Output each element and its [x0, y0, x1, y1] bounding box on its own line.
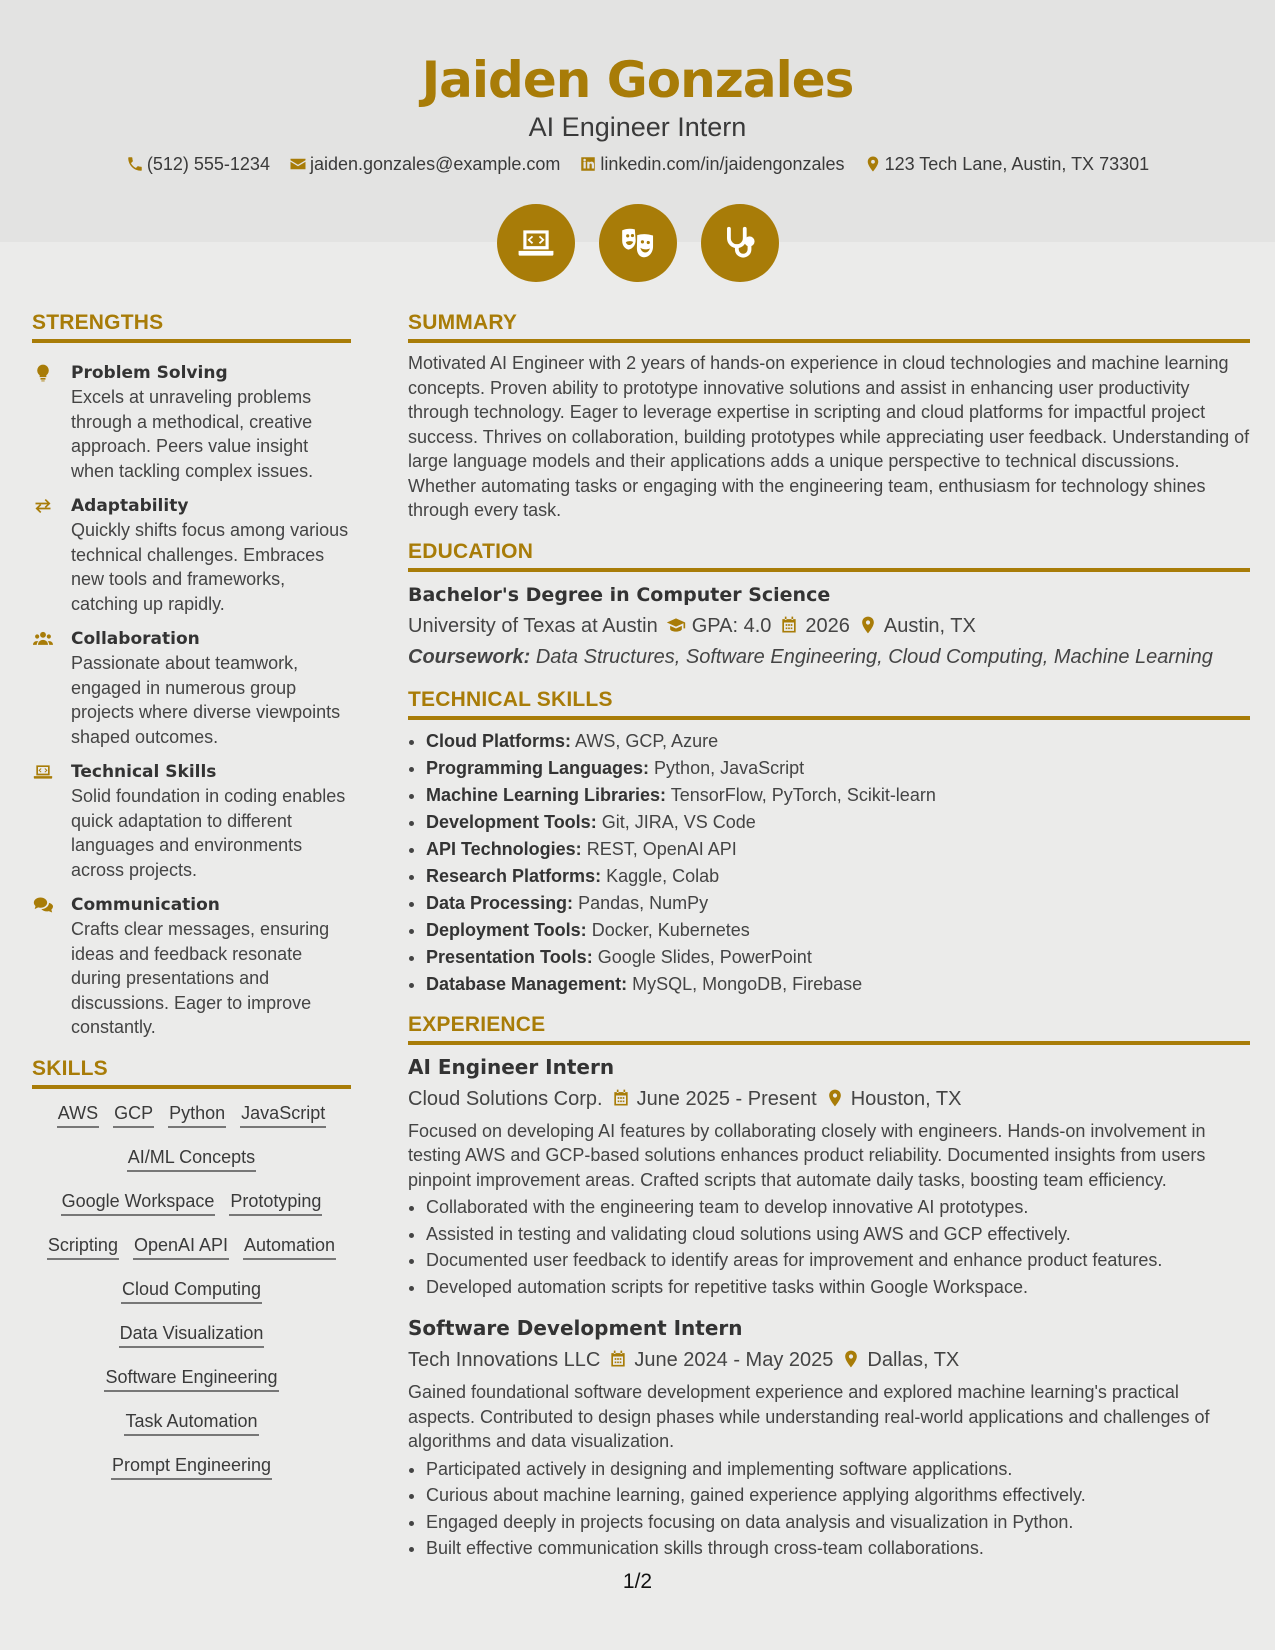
list-item [426, 917, 1250, 944]
coursework-label: Coursework: [408, 645, 531, 668]
skill-tag: Prototyping [229, 1189, 322, 1216]
skill-tag: AI/ML Concepts [127, 1145, 256, 1172]
skill-row [32, 1101, 351, 1128]
tech-value: Kaggle, Colab [606, 865, 720, 886]
company-name: Cloud Solutions Corp. [408, 1087, 603, 1110]
skill-tag: Software Engineering [104, 1365, 278, 1392]
company-name: Tech Innovations LLC [408, 1349, 601, 1371]
skill-row [32, 1365, 351, 1392]
skill-tag: JavaScript [240, 1101, 326, 1128]
contact-linkedin[interactable] [579, 151, 844, 177]
skills-cloud [32, 1089, 351, 1480]
address-text: 123 Tech Lane, Austin, TX 73301 [884, 154, 1150, 174]
tech-value: Pandas, NumPy [578, 892, 709, 913]
list-item: • Developed automation scripts for repetitive tasks within Google Workspace. [426, 1274, 1250, 1301]
right-column [408, 310, 1250, 1562]
tech-label: Database Management: [426, 973, 628, 994]
laptop-code-icon [497, 204, 575, 282]
strength-desc: Crafts clear messages, ensuring ideas and feedback resonate during presentations and discussions. Eager to improve constantly. [71, 919, 330, 1037]
skill-tag: Data Visualization [119, 1321, 265, 1348]
contact-email[interactable] [289, 151, 560, 177]
degree-title: Bachelor's Degree in Computer Science [408, 583, 831, 606]
job-entry [408, 1314, 1250, 1562]
list-item: • Participated actively in designing and implementing software applications. [426, 1456, 1250, 1483]
skill-tag: Prompt Engineering [111, 1453, 272, 1480]
list-item [426, 755, 1250, 782]
skill-tag: Scripting [47, 1233, 119, 1260]
strength-desc: Excels at unraveling problems through a methodical, creative approach. Peers value insight when tackling complex issues. [71, 387, 314, 481]
school-name: University of Texas at Austin [408, 614, 658, 637]
list-item [426, 890, 1250, 917]
skill-tag: OpenAI API [133, 1233, 229, 1260]
list-item: • Engaged deeply in projects focusing on data analysis and visualization in Python. [426, 1509, 1250, 1536]
skill-row [32, 1321, 351, 1348]
interest-badges [0, 204, 1275, 282]
skill-row [32, 1277, 351, 1304]
job-description: Gained foundational software development experience and explored machine learning's practical aspects. Contributed to design phases while understanding real-world applications and challenges of algorithms and data visualization. [408, 1382, 1210, 1451]
phone-icon [126, 155, 144, 173]
tech-label: Machine Learning Libraries: [426, 784, 667, 805]
skill-tag: Cloud Computing [121, 1277, 262, 1304]
strength-title: Technical Skills [71, 762, 217, 782]
list-item [426, 728, 1250, 755]
strengths-list [32, 361, 351, 1040]
list-item [426, 809, 1250, 836]
strength-title: Problem Solving [71, 363, 228, 383]
skills-heading: SKILLS [32, 1056, 351, 1089]
strength-title: Communication [71, 895, 220, 915]
list-item [426, 944, 1250, 971]
skill-row [32, 1189, 351, 1216]
technical-skills-list [426, 728, 1250, 998]
coursework-list: Data Structures, Software Engineering, Cloud Computing, Machine Learning [535, 645, 1213, 668]
tech-label: API Technologies: [426, 838, 582, 859]
list-item: • Documented user feedback to identify areas for improvement and enhance product features. [426, 1247, 1250, 1274]
job-dates: June 2024 - May 2025 [634, 1349, 834, 1371]
list-item: • Curious about machine learning, gained experience applying algorithms effectively. [426, 1482, 1250, 1509]
map-pin-icon [858, 615, 878, 635]
tech-value: Git, JIRA, VS Code [601, 811, 756, 832]
left-column [32, 310, 351, 1497]
exchange-icon [32, 496, 54, 516]
laptop-code-icon [32, 762, 54, 782]
skill-tag: Automation [243, 1233, 336, 1260]
job-location: Houston, TX [850, 1087, 962, 1110]
job-description: Focused on developing AI features by collaborating closely with engineers. Hands-on involvement in testing AWS and GCP-based solutions enhances product reliability. Documented insights from users pinpoint improvement areas. Crafted scripts that automate daily tasks, boosting team efficiency. [408, 1120, 1206, 1190]
calendar-icon [779, 615, 799, 635]
job-meta [408, 1085, 1250, 1113]
coursework [408, 643, 1250, 671]
tech-value: REST, OpenAI API [586, 838, 737, 859]
summary-heading: SUMMARY [408, 310, 1250, 343]
calendar-icon [608, 1349, 628, 1369]
tech-value: TensorFlow, PyTorch, Scikit-learn [670, 784, 936, 805]
job-bullets [426, 1456, 1250, 1562]
contact-address [864, 151, 1150, 177]
candidate-name: Jaiden Gonzales [421, 51, 854, 109]
linkedin-icon [579, 155, 597, 173]
skill-tag: AWS [57, 1101, 99, 1128]
users-icon [32, 629, 54, 649]
education-meta [408, 612, 1250, 640]
map-pin-icon [825, 1088, 845, 1108]
skill-row [32, 1145, 351, 1172]
envelope-icon [289, 155, 307, 173]
strength-item [32, 627, 351, 749]
lightbulb-icon [32, 363, 54, 383]
school-location: Austin, TX [883, 614, 976, 637]
skill-tag: Google Workspace [61, 1189, 216, 1216]
tech-label: Presentation Tools: [426, 946, 593, 967]
phone-text: (512) 555-1234 [146, 154, 270, 174]
list-item [426, 782, 1250, 809]
list-item [426, 971, 1250, 998]
summary-text: Motivated AI Engineer with 2 years of hands-on experience in cloud technologies and machine learning concepts. Proven ability to prototype innovative solutions and assist in enhancing user productivity through technology. Eager to leverage expertise in scripting and cloud platforms for impactful project success. Thrives on collaboration, building prototypes while appreciating user feedback. Understanding of large language models and their applications adds a unique perspective to technical discussions. Whether automating tasks or engaging with the engineering team, enthusiasm for technology shines through every task. [408, 353, 1250, 520]
strengths-heading: STRENGTHS [32, 310, 351, 343]
skill-tag: Task Automation [124, 1409, 258, 1436]
skill-tag: GCP [113, 1101, 154, 1128]
comments-icon [32, 895, 54, 915]
job-title: AI Engineer Intern [408, 1054, 615, 1079]
tech-value: MySQL, MongoDB, Firebase [632, 973, 863, 994]
list-item: • Collaborated with the engineering team to develop innovative AI prototypes. [426, 1194, 1250, 1221]
contact-bar [0, 151, 1275, 177]
tech-label: Deployment Tools: [426, 919, 587, 940]
list-item: • Assisted in testing and validating cloud solutions using AWS and GCP effectively. [426, 1221, 1250, 1248]
grad-year: 2026 [805, 614, 850, 637]
education-heading: EDUCATION [408, 539, 1250, 572]
job-dates: June 2025 - Present [636, 1087, 817, 1110]
linkedin-text: linkedin.com/in/jaidengonzales [600, 154, 845, 174]
strength-desc: Passionate about teamwork, engaged in numerous group projects where diverse viewpoints shaped outcomes. [71, 653, 341, 747]
skill-row [32, 1409, 351, 1436]
skill-row [32, 1453, 351, 1480]
map-pin-icon [864, 155, 882, 173]
graduation-cap-icon [666, 615, 686, 635]
list-item [426, 863, 1250, 890]
experience-heading: EXPERIENCE [408, 1012, 1250, 1045]
calendar-icon [611, 1088, 631, 1108]
job-bullets [426, 1194, 1250, 1300]
tech-value: Google Slides, PowerPoint [597, 946, 812, 967]
tech-value: AWS, GCP, Azure [575, 730, 719, 751]
tech-label: Programming Languages: [426, 757, 650, 778]
contact-phone[interactable] [126, 151, 270, 177]
tech-label: Data Processing: [426, 892, 574, 913]
job-title: Software Development Intern [408, 1316, 743, 1340]
map-pin-icon [841, 1349, 861, 1369]
list-item: • Built effective communication skills through cross-team collaborations. [426, 1535, 1250, 1562]
strength-title: Adaptability [71, 496, 189, 516]
strength-item [32, 893, 351, 1040]
skill-row [32, 1233, 351, 1260]
strength-desc: Solid foundation in coding enables quick adaptation to different languages and environments across projects. [71, 786, 346, 880]
skill-tag: Python [168, 1101, 226, 1128]
tech-value: Python, JavaScript [654, 757, 805, 778]
job-entry [408, 1053, 1250, 1301]
strength-item [32, 760, 351, 882]
technical-skills-heading: TECHNICAL SKILLS [408, 687, 1250, 720]
theater-masks-icon [599, 204, 677, 282]
email-text: jaiden.gonzales@example.com [309, 154, 561, 174]
list-item [426, 836, 1250, 863]
tech-value: Docker, Kubernetes [591, 919, 750, 940]
tech-label: Research Platforms: [426, 865, 602, 886]
stethoscope-icon [701, 204, 779, 282]
candidate-title: AI Engineer Intern [528, 112, 747, 142]
job-meta [408, 1346, 1250, 1374]
tech-label: Development Tools: [426, 811, 597, 832]
strength-item [32, 361, 351, 483]
strength-title: Collaboration [71, 629, 200, 649]
strength-desc: Quickly shifts focus among various technical challenges. Embraces new tools and frameworks, catching up rapidly. [71, 520, 349, 614]
tech-label: Cloud Platforms: [426, 730, 572, 751]
job-location: Dallas, TX [867, 1349, 960, 1371]
strength-item [32, 494, 351, 616]
gpa: GPA: 4.0 [691, 614, 772, 637]
page-number: 1/2 [622, 1570, 653, 1593]
